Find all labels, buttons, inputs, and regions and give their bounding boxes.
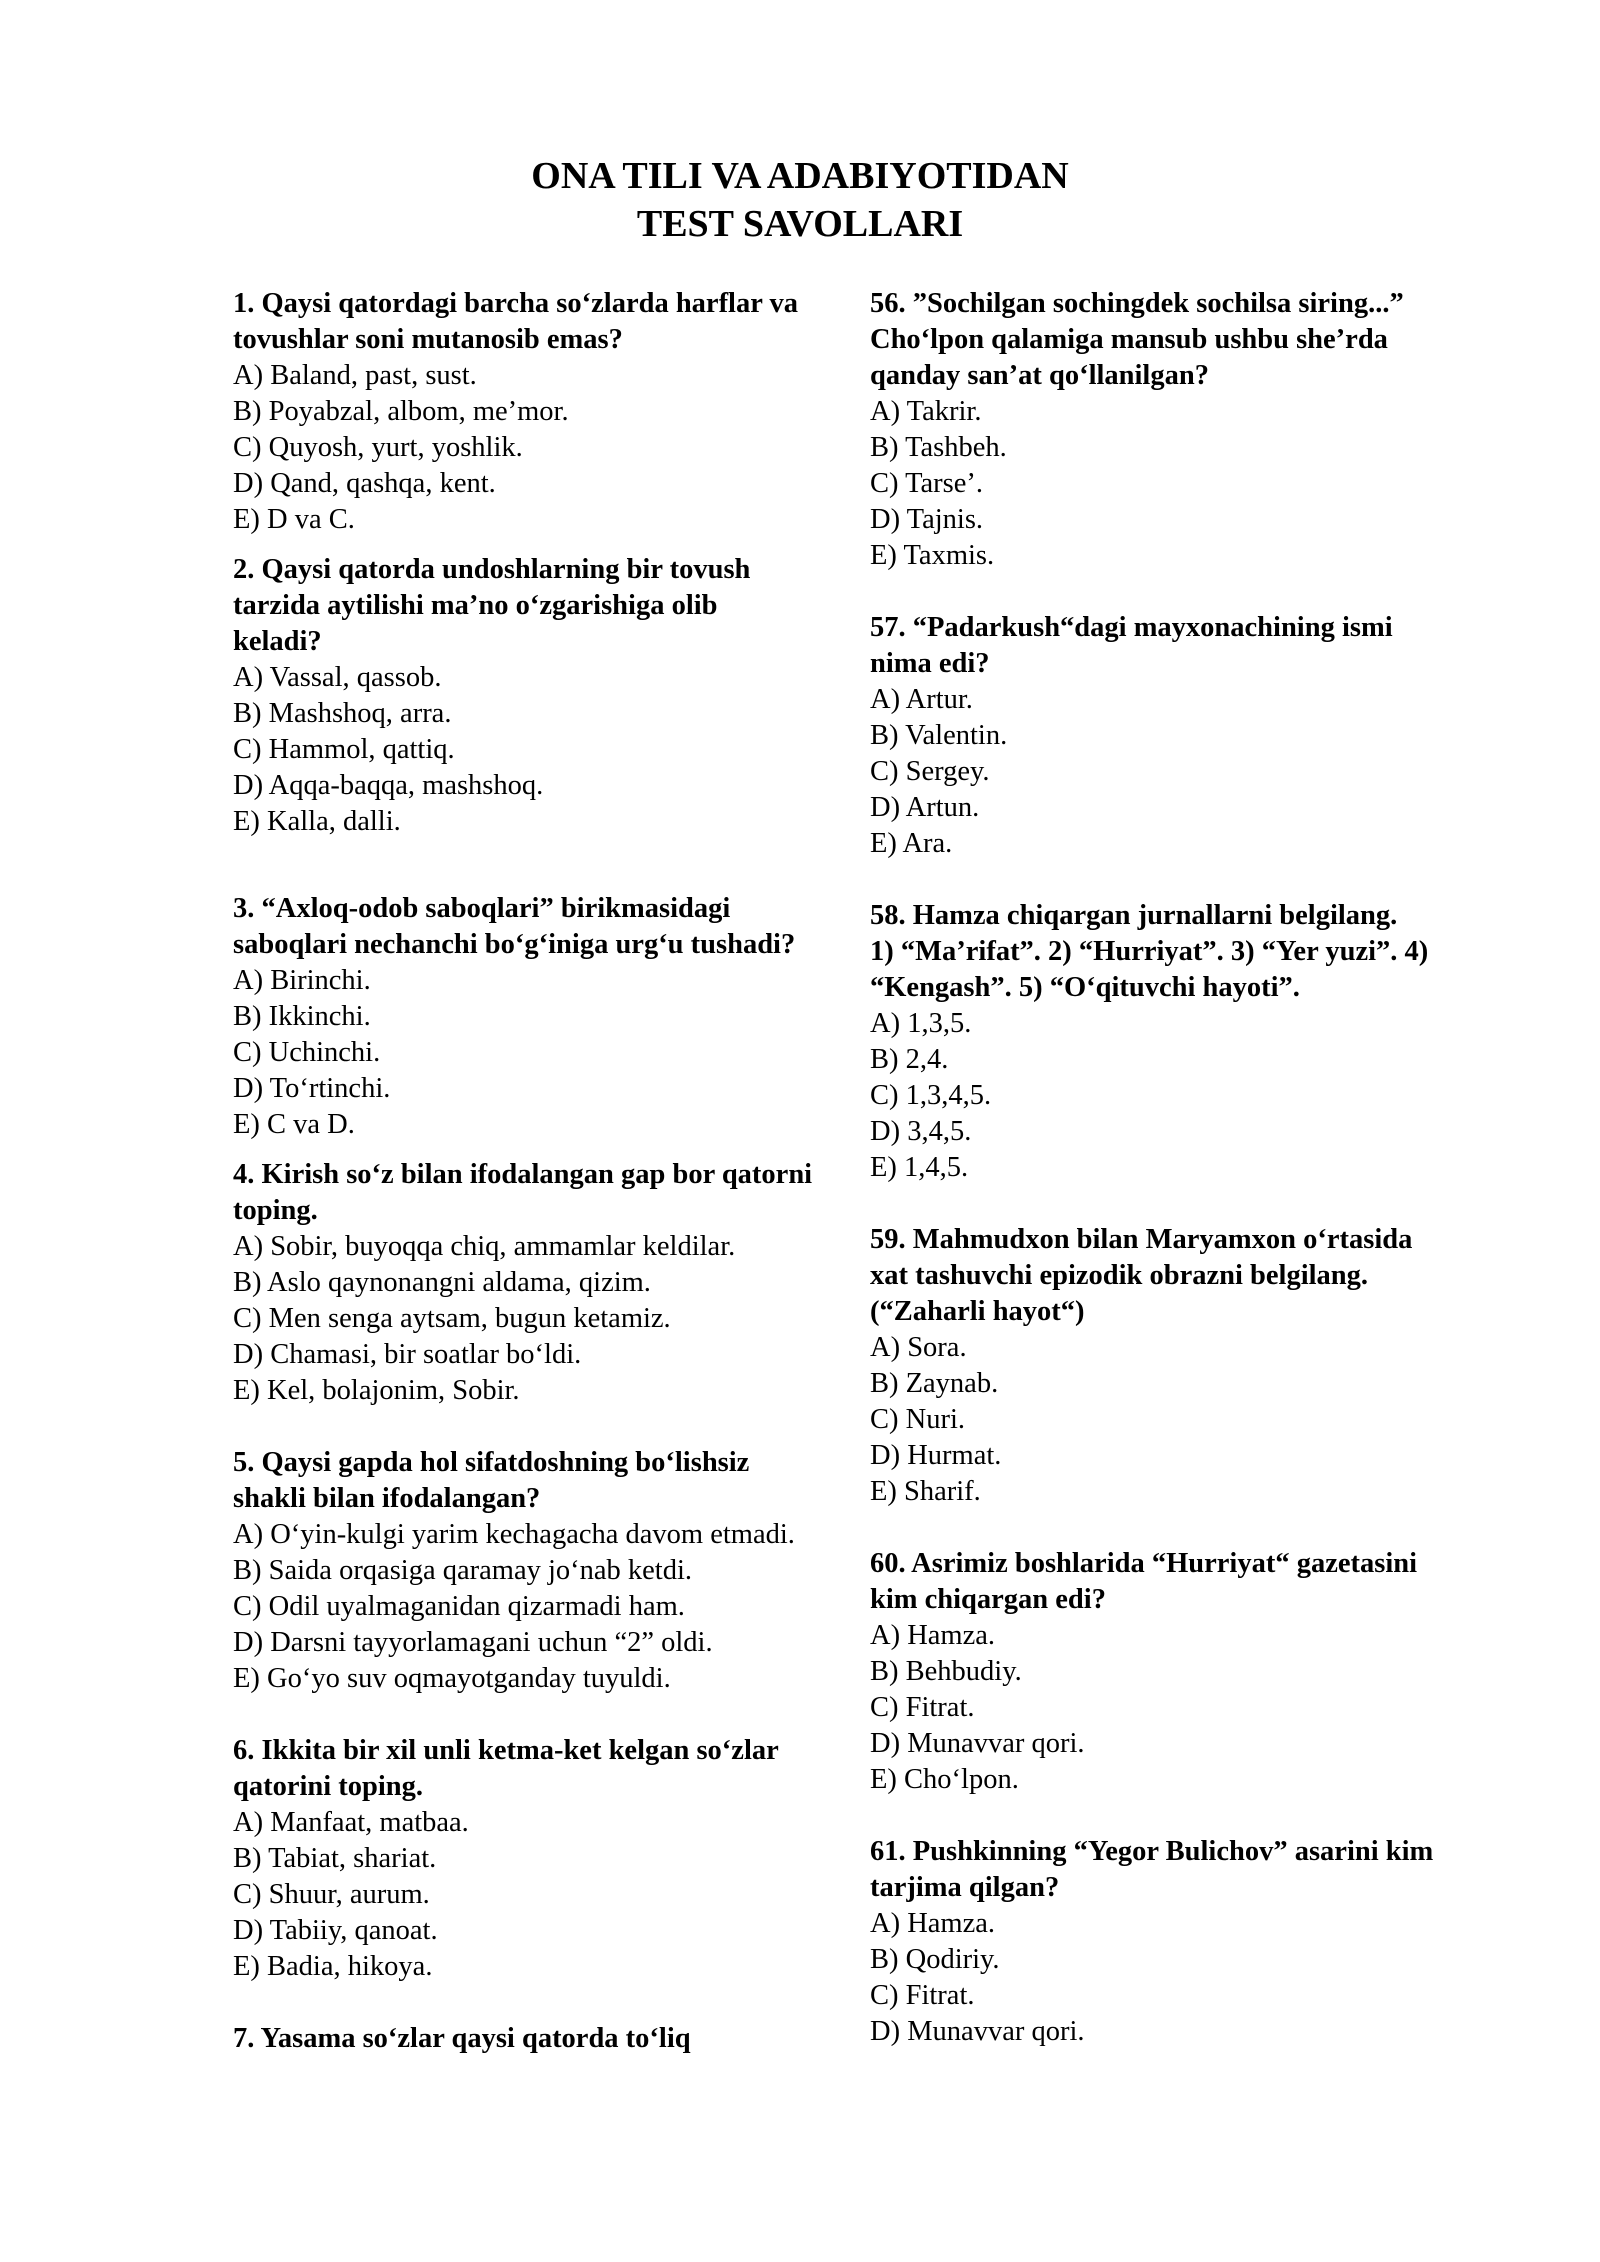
question-spacer — [870, 1186, 1510, 1222]
answer-option: C) Uchinchi. — [233, 1036, 381, 1068]
question-text: 61. Pushkinning “Yegor Bulichov” asarini kim — [870, 1836, 1434, 1867]
question-text: 5. Qaysi gapda hol sifatdoshning bo‘lishsiz — [233, 1447, 750, 1479]
answer-option: A) Sobir, buyoqqa chiq, ammamlar keldilar. — [233, 1231, 736, 1263]
question-spacer — [233, 840, 873, 890]
question-text: qatorini toping. — [233, 1771, 424, 1803]
question-block — [233, 891, 873, 1143]
answer-option: C) 1,3,4,5. — [870, 1080, 992, 1111]
answer-option: C) Sergey. — [870, 756, 990, 787]
question-block — [870, 610, 1510, 862]
answer-option: C) Fitrat. — [870, 1980, 975, 2011]
question-text: 1) “Ma’rifat”. 2) “Hurriyat”. 3) “Yer yuzi”. 4) — [870, 936, 1429, 967]
answer-option: D) Artun. — [870, 792, 980, 823]
answer-option: D) Qand, qashqa, kent. — [233, 468, 496, 499]
answer-option: E) Sharif. — [870, 1476, 981, 1507]
question-text: 2. Qaysi qatorda undoshlarning bir tovush — [233, 554, 751, 586]
answer-option: A) Sora. — [870, 1332, 967, 1363]
question-text: nima edi? — [870, 648, 990, 679]
question-text: “Kengash”. 5) “O‘qituvchi hayoti”. — [870, 972, 1300, 1003]
answer-option: B) Aslo qaynonangni aldama, qizim. — [233, 1267, 651, 1299]
answer-option: A) 1,3,5. — [870, 1008, 972, 1039]
question-spacer — [870, 862, 1510, 898]
question-block — [870, 1222, 1510, 1510]
question-block — [233, 552, 873, 840]
question-text: tarjima qilgan? — [870, 1872, 1060, 1903]
answer-option: D) Munavvar qori. — [870, 1728, 1085, 1759]
answer-option: E) Taxmis. — [870, 540, 995, 571]
title-line-1: ONA TILI VA ADABIYOTIDAN — [531, 155, 1069, 197]
question-block — [870, 1546, 1510, 1798]
answer-option: B) Saida orqasiga qaramay jo‘nab ketdi. — [233, 1555, 693, 1587]
answer-option: E) Badia, hikoya. — [233, 1951, 433, 1983]
question-spacer — [870, 574, 1510, 610]
question-block — [233, 1445, 873, 1697]
question-text: shakli bilan ifodalangan? — [233, 1483, 541, 1515]
question-text: 57. “Padarkush“dagi mayxonachining ismi — [870, 612, 1393, 643]
answer-option: D) Darsni tayyorlamagani uchun “2” oldi. — [233, 1627, 713, 1659]
question-text: 6. Ikkita bir xil unli ketma-ket kelgan so‘zlar — [233, 1735, 779, 1767]
answer-option: B) Ikkinchi. — [233, 1000, 371, 1032]
question-block — [870, 898, 1510, 1186]
answer-option: A) Vassal, qassob. — [233, 662, 442, 694]
answer-option: D) Tabiiy, qanoat. — [233, 1915, 438, 1947]
answer-option: B) Mashshoq, arra. — [233, 698, 452, 730]
question-text: 59. Mahmudxon bilan Maryamxon o‘rtasida — [870, 1224, 1413, 1255]
answer-option: A) Hamza. — [870, 1908, 996, 1939]
question-spacer — [233, 1143, 873, 1157]
answer-option: C) Shuur, aurum. — [233, 1879, 430, 1911]
question-text: qanday san’at qo‘llanilgan? — [870, 360, 1209, 391]
answer-option: B) Tabiat, shariat. — [233, 1843, 437, 1875]
question-text: 56. ”Sochilgan sochingdek sochilsa siring...” — [870, 288, 1404, 319]
answer-option: D) To‘rtinchi. — [233, 1072, 391, 1104]
question-block — [870, 1834, 1510, 2050]
question-text: tovushlar soni mutanosib emas? — [233, 324, 623, 355]
question-text: 1. Qaysi qatordagi barcha so‘zlarda harflar va — [233, 288, 798, 319]
answer-option: E) Ara. — [870, 828, 953, 859]
question-block — [233, 1733, 873, 1985]
answer-option: C) Nuri. — [870, 1404, 965, 1435]
question-block — [233, 2021, 873, 2057]
answer-option: D) Chamasi, bir soatlar bo‘ldi. — [233, 1339, 582, 1371]
answer-option: E) Cho‘lpon. — [870, 1764, 1019, 1795]
answer-option: E) Kel, bolajonim, Sobir. — [233, 1375, 520, 1407]
question-block — [233, 286, 873, 538]
question-text: xat tashuvchi epizodik obrazni belgilang. — [870, 1260, 1369, 1291]
question-text: 4. Kirish so‘z bilan ifodalangan gap bor qatorni — [233, 1159, 813, 1191]
page-title — [0, 152, 1600, 248]
answer-option: A) O‘yin-kulgi yarim kechagacha davom etmadi. — [233, 1519, 795, 1551]
answer-option: A) Hamza. — [870, 1620, 996, 1651]
answer-option: C) Hammol, qattiq. — [233, 734, 455, 766]
question-spacer — [870, 1798, 1510, 1834]
answer-option: B) Zaynab. — [870, 1368, 999, 1399]
question-block — [233, 1157, 873, 1409]
question-spacer — [233, 538, 873, 552]
question-block — [870, 286, 1510, 574]
answer-option: D) Tajnis. — [870, 504, 984, 535]
left-question-column — [233, 286, 873, 2057]
answer-option: D) Munavvar qori. — [870, 2016, 1085, 2047]
question-spacer — [233, 1697, 873, 1733]
question-text: Cho‘lpon qalamiga mansub ushbu she’rda — [870, 324, 1388, 355]
answer-option: C) Men senga aytsam, bugun ketamiz. — [233, 1303, 671, 1335]
answer-option: C) Tarse’. — [870, 468, 984, 499]
answer-option: D) Aqqa-baqqa, mashshoq. — [233, 770, 544, 802]
question-text: keladi? — [233, 626, 322, 658]
answer-option: B) Tashbeh. — [870, 432, 1007, 463]
answer-option: A) Artur. — [870, 684, 973, 715]
question-text: (“Zaharli hayot“) — [870, 1296, 1085, 1327]
answer-option: B) Poyabzal, albom, me’mor. — [233, 396, 569, 427]
answer-option: A) Manfaat, matbaa. — [233, 1807, 469, 1839]
answer-option: C) Quyosh, yurt, yoshlik. — [233, 432, 523, 463]
question-text: 7. Yasama so‘zlar qaysi qatorda to‘liq — [233, 2023, 691, 2055]
answer-option: C) Fitrat. — [870, 1692, 975, 1723]
answer-option: B) 2,4. — [870, 1044, 949, 1075]
title-line-2: TEST SAVOLLARI — [636, 203, 964, 245]
answer-option: E) D va C. — [233, 504, 355, 535]
answer-option: E) C va D. — [233, 1108, 355, 1140]
question-text: toping. — [233, 1195, 318, 1227]
answer-option: E) Go‘yo suv oqmayotganday tuyuldi. — [233, 1663, 671, 1695]
question-text: tarzida aytilishi ma’no o‘zgarishiga olib — [233, 590, 718, 622]
question-text: 60. Asrimiz boshlarida “Hurriyat“ gazetasini — [870, 1548, 1418, 1579]
answer-option: B) Behbudiy. — [870, 1656, 1022, 1687]
answer-option: A) Baland, past, sust. — [233, 360, 477, 391]
answer-option: D) 3,4,5. — [870, 1116, 972, 1147]
question-text: 3. “Axloq-odob saboqlari” birikmasidagi — [233, 892, 731, 924]
answer-option: A) Takrir. — [870, 396, 982, 427]
question-spacer — [233, 1985, 873, 2021]
question-spacer — [870, 1510, 1510, 1546]
answer-option: B) Valentin. — [870, 720, 1008, 751]
question-text: 58. Hamza chiqargan jurnallarni belgilang. — [870, 900, 1398, 931]
question-text: kim chiqargan edi? — [870, 1584, 1106, 1615]
question-text: saboqlari nechanchi bo‘g‘iniga urg‘u tushadi? — [233, 928, 796, 960]
question-spacer — [233, 1409, 873, 1445]
answer-option: E) Kalla, dalli. — [233, 806, 401, 838]
right-question-column — [870, 286, 1510, 2050]
answer-option: D) Hurmat. — [870, 1440, 1002, 1471]
answer-option: A) Birinchi. — [233, 964, 371, 996]
answer-option: B) Qodiriy. — [870, 1944, 1000, 1975]
answer-option: E) 1,4,5. — [870, 1152, 969, 1183]
answer-option: C) Odil uyalmaganidan qizarmadi ham. — [233, 1591, 685, 1623]
